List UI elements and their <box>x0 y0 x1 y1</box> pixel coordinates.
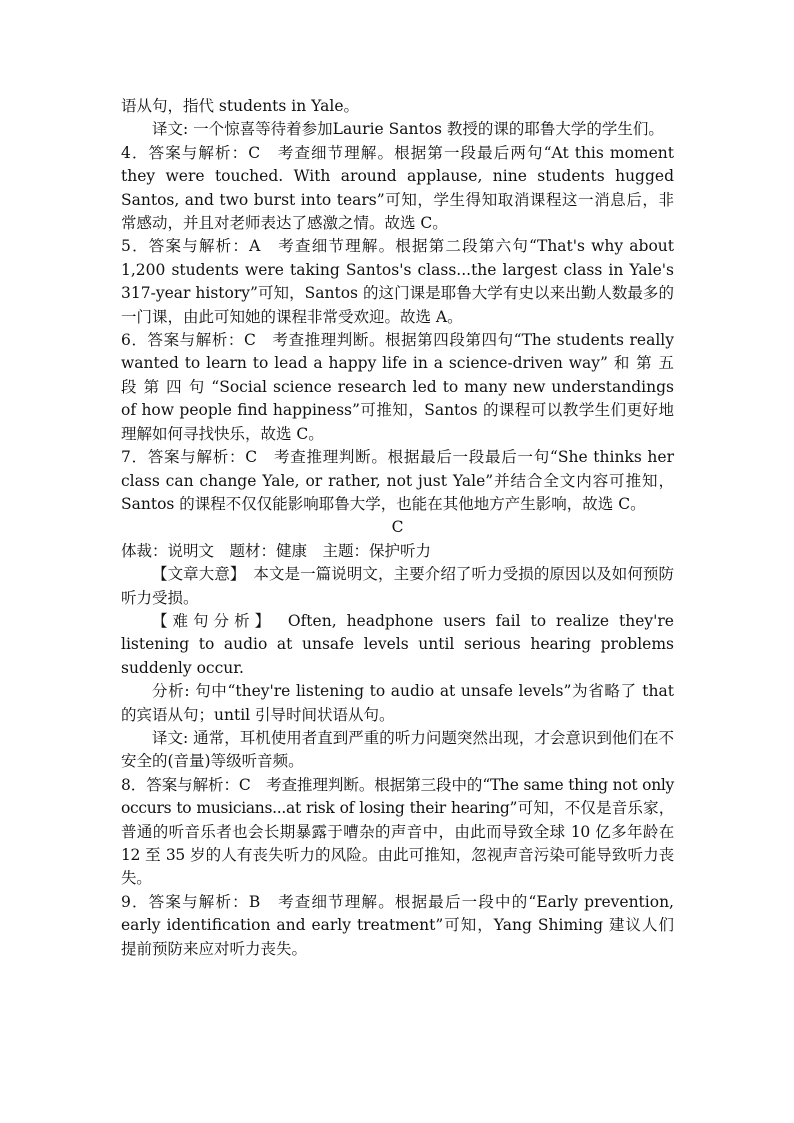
genre-line: 体裁：说明文 题材：健康 主题：保护听力 <box>121 541 432 560</box>
answer-4: 4．答案与解析：C 考查细节理解。根据第一段最后两句“At this moment they were touched. With around applause, nine students hugged Santos, and two burst into tears”可知，学生得知取消课程这一消息后，非常感动，并且对老师表达了感激之情。故选 C。 <box>121 143 674 233</box>
answer-9: 9．答案与解析：B 考查细节理解。根据最后一段中的“Early prevention, early identification and early treatment”可知，Yang Shiming 建议人们提前预防来应对听力丧失。 <box>121 892 674 958</box>
answer-8: 8．答案与解析：C 考查推理判断。根据第三段中的“The same thing not only occurs to musicians...at risk of losing their hearing”可知，不仅是音乐家，普通的听音乐者也会长期暴露于嘈杂的声音中，由此而导致全球 10 亿多年龄在 12 至 35 岁的人有丧失听力的风险。由此可推知，忽视声音污染可能导致听力丧失。 <box>121 775 674 888</box>
difficult-sentence: 【难句分析】 Often, headphone users fail to realize they're listening to audio at unsafe levels until serious hearing problems suddenly occur. <box>121 611 674 677</box>
paragraph-continuation: 语从句，指代 students in Yale。 <box>121 97 360 115</box>
document-page <box>121 95 674 961</box>
article-summary: 【文章大意】 本文是一篇说明文，主要介绍了听力受损的原因以及如何预防听力受损。 <box>121 565 674 607</box>
section-heading-c: C <box>391 518 404 537</box>
translation-paragraph-2: 译文: 通常，耳机使用者直到严重的听力问题突然出现，才会意识到他们在不安全的(音量)等级听音频。 <box>121 728 674 771</box>
answer-5: 5．答案与解析：A 考查细节理解。根据第二段第六句“That's why about 1,200 students were taking Santos's class...the largest class in Yale's 317-year history”可知，Santos 的这门课是耶鲁大学有史以来出勤人数最多的一门课，由此可知她的课程非常受欢迎。故选 A。 <box>121 237 674 326</box>
answer-7: 7．答案与解析：C 考查推理判断。根据最后一段最后一句“She thinks her class can change Yale, or rather, not just Yale”并结合全文内容可推知，Santos 的课程不仅仅能影响耶鲁大学，也能在其他地方产生影响，故选 C。 <box>121 448 674 513</box>
analysis-paragraph: 分析: 句中“they're listening to audio at unsafe levels”为省略了 that 的宾语从句；until 引导时间状语从句。 <box>121 682 674 724</box>
translation-paragraph: 译文: 一个惊喜等待着参加Laurie Santos 教授的课的耶鲁大学的学生们。 <box>152 120 664 139</box>
answer-6: 6．答案与解析：C 考查推理判断。根据第四段第四句“The students really wanted to learn to lead a happy life in a science-driven way” 和 第 五 段 第 四 句 “Social science research led to many new understandings of how people find happiness”可推知，Santos 的课程可以教学生们更好地理解如何寻找快乐，故选 C。 <box>121 331 674 443</box>
